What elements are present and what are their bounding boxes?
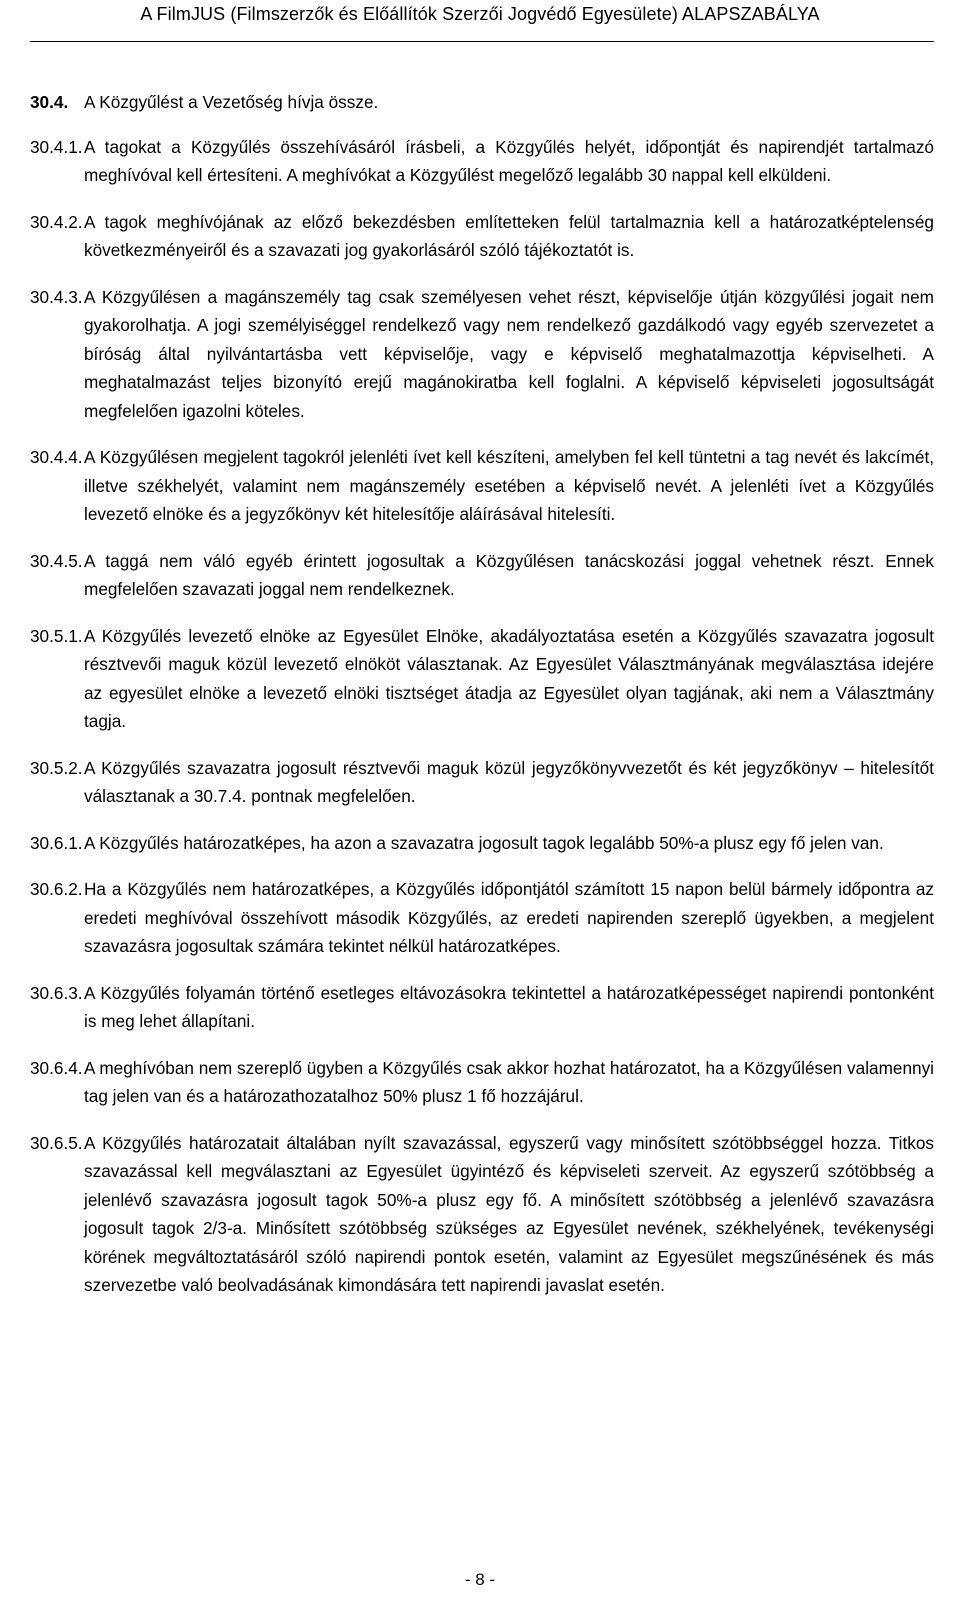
paragraph-text: A tagok meghívójának az előző bekezdésben említetteken felül tartalmaznia kell a határozatképtelenség következményeiről és a szavazati jog gyakorlásáról szóló tájékoztatót is. xyxy=(84,211,934,260)
paragraph-number: 30.4.2. xyxy=(30,211,83,232)
page-number: - 8 - xyxy=(464,1570,496,1589)
paragraph-text: A Közgyűlés szavazatra jogosult résztvevői maguk közül jegyzőkönyvvezetőt és két jegyzőkönyv – hitelesítőt választanak a 30.7.4. pontnak megfelelően. xyxy=(84,757,934,806)
paragraph-number: 30.6.4. xyxy=(30,1057,83,1078)
paragraph-text: A meghívóban nem szereplő ügyben a Közgyűlés csak akkor hozhat határozatot, ha a Közgyűlésen valamennyi tag jelen van és a határozathozatalhoz 50% plusz 1 fő hozzájárul. xyxy=(84,1057,934,1106)
paragraph-number: 30.6.2. xyxy=(30,879,83,899)
paragraph-text: A Közgyűlés határozatképes, ha azon a szavazatra jogosult tagok legalább 50%-a plusz egy fő jelen van. xyxy=(84,832,884,853)
paragraph-number: 30.5.2. xyxy=(30,757,83,778)
section-number: 30.4. xyxy=(30,92,69,112)
paragraph xyxy=(30,133,934,190)
paragraph-text: A Közgyűlésen a magánszemély tag csak személyesen vehet részt, képviselője útján közgyűlési jogait nem gyakorolhatja. A jogi személyiséggel rendelkező vagy nem rendelkező gazdálkodó vagy egyéb szervezetet a bíróság által nyilvántartásba vett képviselője, vagy e képviselő meghatalmazottja képviselheti. A meghatalmazást teljes bizonyító erejű magánokiratba kell foglalni. A képviselő képviseleti jogosultságát megfelelően igazolni köteles. xyxy=(84,286,934,421)
paragraph xyxy=(30,547,934,604)
paragraph-text: A tagokat a Közgyűlés összehívásáról írásbeli, a Közgyűlés helyét, időpontját és napirendjét tartalmazó meghívóval kell értesíteni. A meghívókat a Közgyűlést megelőző legalább 30 nappal kell elküldeni. xyxy=(84,136,934,185)
paragraph-text: A taggá nem váló egyéb érintett jogosultak a Közgyűlésen tanácskozási joggal vehetnek részt. Ennek megfelelően szavazati joggal nem rendelkeznek. xyxy=(84,550,934,599)
paragraph-text: A Közgyűlés folyamán történő esetleges eltávozásokra tekintettel a határozatképességet napirendi pontonként is meg lehet állapítani. xyxy=(84,982,934,1031)
paragraph xyxy=(30,622,934,736)
paragraph-number: 30.6.3. xyxy=(30,982,83,1003)
paragraph-text: A Közgyűlés levezető elnöke az Egyesület Elnöke, akadályoztatása esetén a Közgyűlés szavazatra jogosult résztvevői maguk közül levezető elnököt választanak. Az Egyesület Választmányának megválasztása idejére az egyesület elnöke a levezető elnöki tisztséget átadja az Egyesület olyan tagjának, aki nem a Választmány tagja. xyxy=(84,625,934,731)
header-divider xyxy=(30,41,934,42)
paragraph xyxy=(30,1129,934,1300)
document-body xyxy=(30,88,934,1318)
paragraph-text: A Közgyűlésen megjelent tagokról jelenléti ívet kell készíteni, amelyben fel kell tüntetni a tag nevét és lakcímét, illetve székhelyét, valamint nem magánszemély esetében a képviselő nevét. A jelenléti ívet a Közgyűlés levezető elnöke és a jegyzőkönyv két hitelesítője aláírásával hitelesíti. xyxy=(84,447,934,524)
paragraph-text: A Közgyűlés határozatait általában nyílt szavazással, egyszerű vagy minősített szótöbbséggel hozza. Titkos szavazással kell megválasztani az Egyesület ügyintéző és képviseleti szerveit. Az egyszerű szótöbbség a jelenlévő szavazásra jogosult tagok 50%-a plusz egy fő. A minősített szótöbbség a jelenlévő szavazásra jogosult tagok 2/3-a. Minősített szótöbbség szükséges az Egyesület nevének, székhelyének, tevékenységi körének megváltoztatásáról szóló napirendi pontok esetén, valamint az Egyesület megszűnésének és más szervezetbe való beolvadásának kimondására tett napirendi javaslat esetén. xyxy=(84,1132,934,1295)
paragraph xyxy=(30,875,934,961)
section-heading xyxy=(30,88,934,117)
paragraph xyxy=(30,979,934,1036)
paragraph-text: Ha a Közgyűlés nem határozatképes, a Közgyűlés időpontjától számított 15 napon belül bármely időpontra az eredeti meghívóval összehívott második Közgyűlés, az eredeti napirenden szereplő ügyekben, a megjelent szavazásra jogosultak számára tekintet nélkül határozatképes. xyxy=(84,879,934,956)
paragraph xyxy=(30,208,934,265)
paragraph xyxy=(30,283,934,426)
paragraph xyxy=(30,829,934,858)
paragraph-number: 30.6.1. xyxy=(30,832,83,853)
page-header: A FilmJUS (Filmszerzők és Előállítók Szerzői Jogvédő Egyesülete) ALAPSZABÁLYA xyxy=(140,4,820,24)
paragraph-number: 30.4.5. xyxy=(30,550,83,571)
paragraph xyxy=(30,443,934,529)
paragraph xyxy=(30,754,934,811)
paragraph xyxy=(30,1054,934,1111)
paragraph-number: 30.4.1. xyxy=(30,136,83,157)
paragraph-number: 30.5.1. xyxy=(30,625,83,646)
paragraph-number: 30.6.5. xyxy=(30,1132,83,1153)
paragraph-number: 30.4.4. xyxy=(30,447,83,467)
section-title: A Közgyűlést a Vezetőség hívja össze. xyxy=(84,92,379,112)
paragraph-number: 30.4.3. xyxy=(30,286,83,307)
